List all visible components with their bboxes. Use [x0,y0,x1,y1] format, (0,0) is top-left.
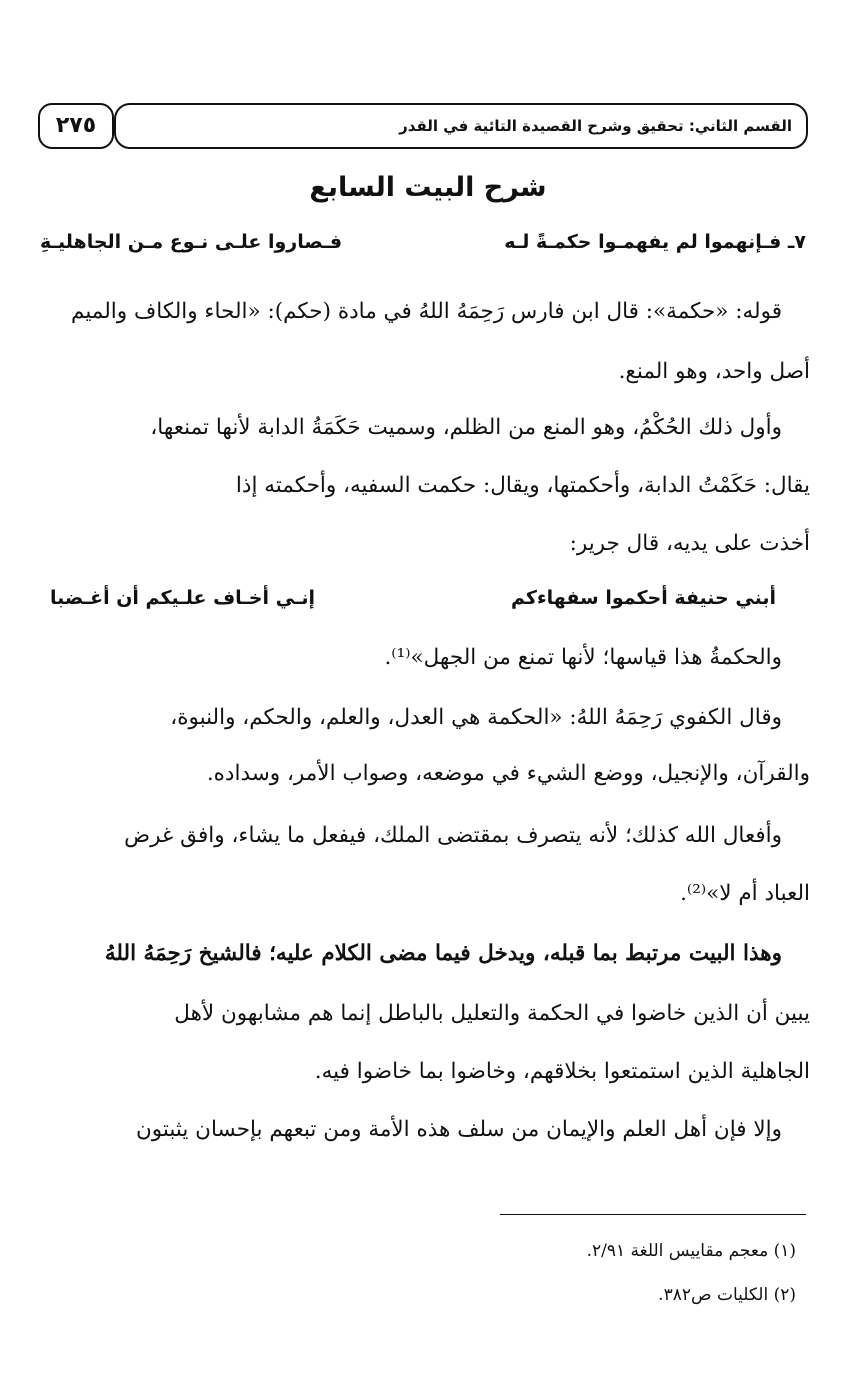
section-title: شرح البيت السابع [309,172,547,203]
verse-first-hemistich: ٧ـ فـإنهموا لم يفهمـوا حكمـةً لـه [504,231,806,253]
poem-verse [40,576,806,620]
body-line: أخذت على يديه، قال جرير: [569,531,810,556]
body-line: وأول ذلك الحُكْمُ، وهو المنع من الظلم، وسميت حَكَمَةُ الدابة لأنها تمنعها، [150,415,782,440]
verse-7 [40,220,806,264]
footnote-1: (١) معجم مقاييس اللغة ٢/٩١. [586,1241,796,1261]
footnote-2: (٢) الكليات ص٣٨٢. [658,1285,796,1305]
body-line-emphasis: وهذا البيت مرتبط بما قبله، ويدخل فيما مضى الكلام عليه؛ فالشيخ رَحِمَهُ اللهُ [104,941,782,966]
verse-second-hemistich: فـصاروا علـى نـوع مـن الجاهليـةِ [40,231,343,253]
body-line: قوله: «حكمة»: قال ابن فارس رَحِمَهُ اللهُ في مادة (حكم): «الحاء والكاف والميم [71,299,782,324]
body-line: والقرآن، والإنجيل، ووضع الشيء في موضعه، وصواب الأمر، وسداده. [206,761,810,786]
running-header [114,103,808,149]
body-line: الجاهلية الذين استمتعوا بخلاقهم، وخاضوا بما خاضوا فيه. [314,1059,810,1084]
poem-first-hemistich: أبني حنيفة أحكموا سفهاءكم [511,587,776,609]
body-line: وإلا فإن أهل العلم والإيمان من سلف هذه الأمة ومن تبعهم بإحسان يثبتون [136,1117,782,1142]
body-line: وقال الكفوي رَحِمَهُ اللهُ: «الحكمة هي العدل، والعلم، والحكم، والنبوة، [170,705,782,730]
body-line: أصل واحد، وهو المنع. [618,359,810,384]
page-number: ٢٧٥ [38,103,114,149]
running-header-title: القسم الثاني: تحقيق وشرح القصيدة التائية في القدر [399,117,792,135]
footnote-divider [500,1214,806,1215]
poem-second-hemistich: إنـي أخـاف علـيكم أن أغـضبا [50,587,315,609]
body-line: والحكمةُ هذا قياسها؛ لأنها تمنع من الجهل»⁽¹⁾. [384,645,782,670]
body-line: وأفعال الله كذلك؛ لأنه يتصرف بمقتضى الملك، فيفعل ما يشاء، وافق غرض [124,823,782,848]
body-line: يبين أن الذين خاضوا في الحكمة والتعليل بالباطل إنما هم مشابهون لأهل [174,1001,810,1026]
body-line: يقال: حَكَمْتُ الدابة، وأحكمتها، ويقال: حكمت السفيه، وأحكمته إذا [235,473,810,498]
body-line: العباد أم لا»⁽²⁾. [680,881,810,906]
